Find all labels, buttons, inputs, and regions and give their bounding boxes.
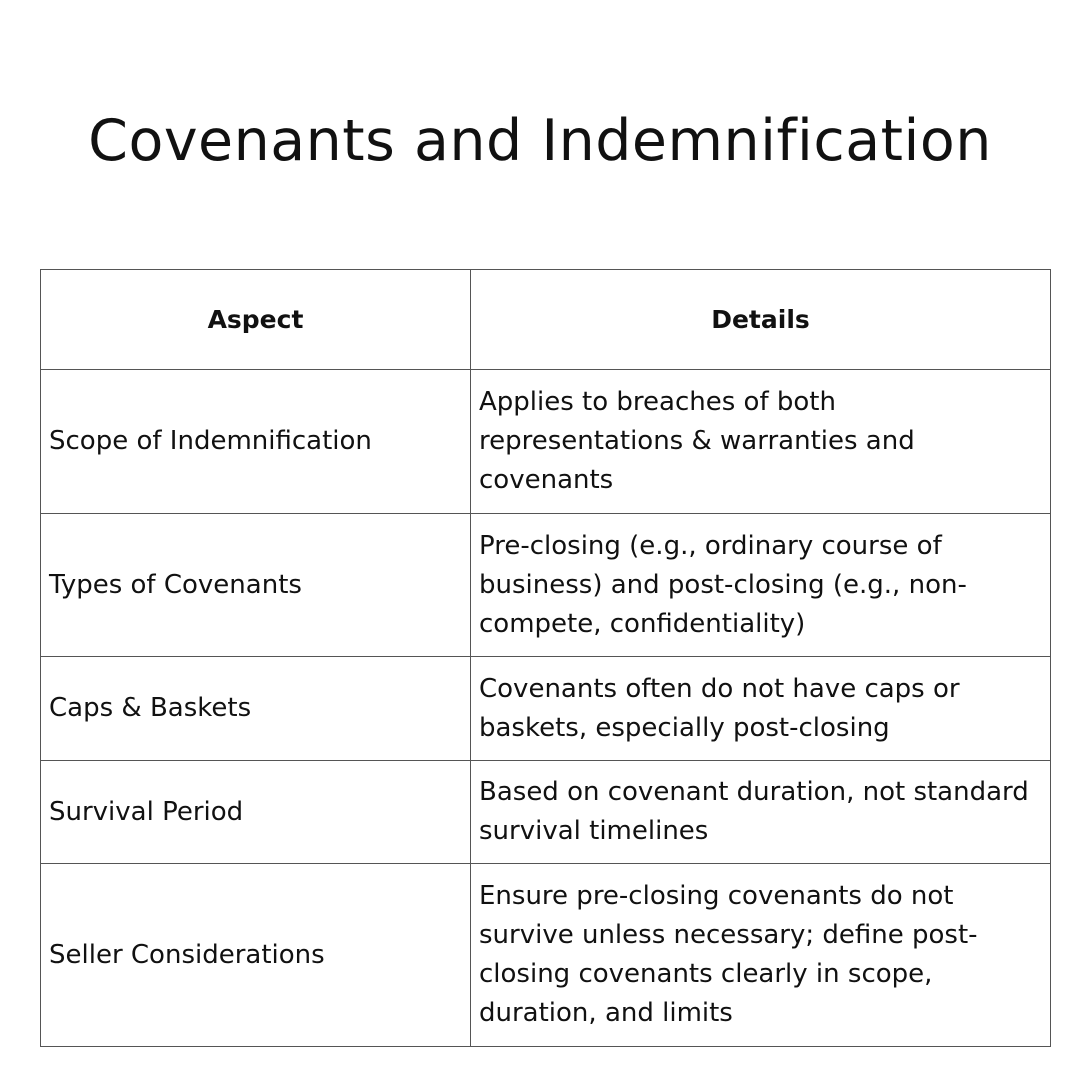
table-header-row [41, 270, 1051, 370]
column-header-aspect: Aspect [41, 270, 471, 370]
aspect-cell: Survival Period [41, 761, 471, 864]
table-row [41, 864, 1051, 1047]
details-cell: Covenants often do not have caps or baskets, especially post-closing [471, 657, 1051, 761]
aspect-cell: Scope of Indemnification [41, 370, 471, 514]
aspect-cell: Caps & Baskets [41, 657, 471, 761]
table-row [41, 514, 1051, 657]
details-cell: Applies to breaches of both representations & warranties and covenants [471, 370, 1051, 514]
details-cell: Pre-closing (e.g., ordinary course of business) and post-closing (e.g., non-compete, confidentiality) [471, 514, 1051, 657]
page-title: Covenants and Indemnification [88, 108, 992, 174]
details-cell: Ensure pre-closing covenants do not survive unless necessary; define post-closing covenants clearly in scope, duration, and limits [471, 864, 1051, 1047]
covenants-table [40, 269, 1051, 1047]
table-row [41, 657, 1051, 761]
aspect-cell: Types of Covenants [41, 514, 471, 657]
table-row [41, 761, 1051, 864]
details-cell: Based on covenant duration, not standard survival timelines [471, 761, 1051, 864]
table-row [41, 370, 1051, 514]
aspect-cell: Seller Considerations [41, 864, 471, 1047]
column-header-details: Details [471, 270, 1051, 370]
